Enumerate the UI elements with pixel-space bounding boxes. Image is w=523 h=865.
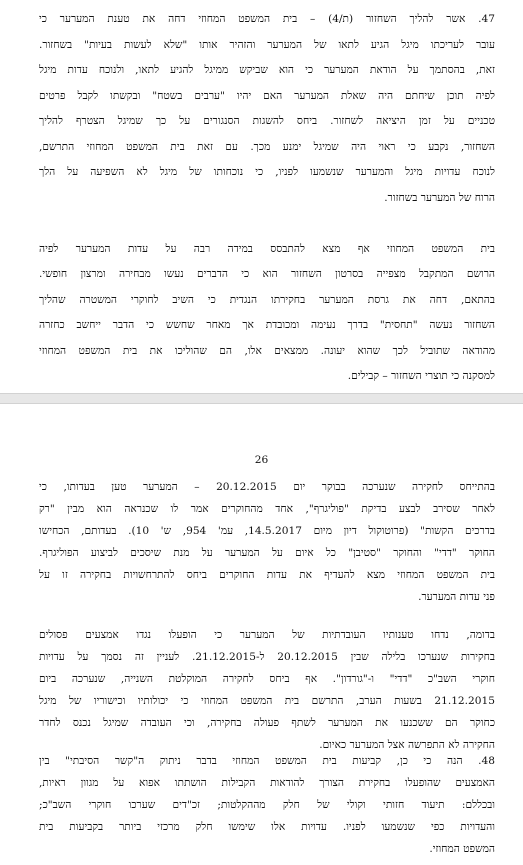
paragraph-line: החוקר "דדי" והחוקר "סטיבן" כל איום על המערער על מנת שיסכים לביצוע הפוליגרף. [39, 547, 495, 559]
page-number: 26 [254, 454, 269, 466]
paragraph-48-line: 48. הנה כי כן, קביעות בית המשפט המחוזי בדבר ניתוק ה"קשר הסיבתי" בין [39, 755, 495, 767]
paragraph-line: בית המשפט המחוזי אף מצא להתבסס במידה רבה על עדות המערער לפיה [39, 243, 495, 255]
paragraph-line: בדרכים הקשות" (פרוטוקול דיון מיום 14.5.2017, עמ' 954, ש' 10). בעדותם, הכחישו [39, 525, 495, 537]
page-separator [0, 393, 523, 404]
paragraph-line: השחזור נעשה "תחסית" בדרך נעימה ומכובדת אך מאחר שחשש כי הדבר ייחשב כחזרה [39, 319, 495, 331]
paragraph-48-line: המשפט המחוזי. [429, 843, 495, 855]
paragraph-48-line: ובכללם: תיעוד חזותי וקולי של חלק מההקלטות; זכ"דים שערכו חוקרי השב"כ; [39, 799, 495, 811]
paragraph-line: הרושם המתקבל מצפייה בסרטון השחזור הוא כי הדברים נעשו מבחירה ומרצון חופשי. [39, 268, 495, 280]
paragraph-47-line: לפיה תוכן שיחתם היה שאלת המערער האם יהיו "ערבים בשטח" ובקשתו לקבל פרטים [39, 90, 495, 102]
paragraph-line: חוקרי השב"כ "דדי" ו-"גורדון". אף ביחס לחקירה המוקלטת השנייה, שנערכה ביום [39, 673, 495, 685]
paragraph-line: לאחר שסירב לבצע בדיקת "פוליגרף", אחד מהחוקרים אמר לו שכנראה הוא מבין "רק [39, 503, 495, 515]
document-page-bottom [0, 404, 523, 865]
paragraph-47-line: זאת, בהסתמך על הודאת המערער כי הוא שביקש ממיגל להגיע לתאו, ולנוכח עדות מיגל [39, 64, 495, 76]
paragraph-48-line: והעדויות כפי שנשמעו לפניו. עדויות אלו שימשו חלק מרכזי ביותר בקביעות בית [39, 821, 495, 833]
paragraph-line: החקירה לא התפרשה אצל המערער כאיום. [319, 739, 495, 751]
document-page-top [0, 0, 523, 393]
paragraph-line: מהודאה שתוביל לכך שהוא יעונה. ממצאים אלו, הם שהוליכו את בית המשפט המחוזי [39, 345, 495, 357]
paragraph-line: כחוקר הם ששכנעו את המערער לשתף פעולה בחקירה, וכי העובדה שמיגל נכנס לחדר [39, 717, 495, 729]
paragraph-line: בדומה, נדחו טענותיו העובדתיות של המערער כי הופעלו נגדו אמצעים פסולים [39, 629, 495, 641]
paragraph-47-line: טכניים על זמן היציאה לשחזור. ביחס להשגות הסנגורים על כך שמיגל הצטרף להליך [39, 115, 495, 127]
paragraph-47-line: לנוכח עדויות מיגל והמערער שנשמעו לפניו, כי נוכחותו של מיגל לא השפיעה על הלך [39, 166, 495, 178]
paragraph-47-line: השחזור, נקבע כי ראוי היה שמיגל ימנע מכך. עם זאת בית המשפט המחוזי התרשם, [39, 141, 495, 153]
paragraph-line: בית המשפט המחוזי מצא להעדיף את עדות החוקרים ביחס להתרחשויות בחקירה זו על [39, 569, 495, 581]
paragraph-47-line: הרוח של המערער בשחזור. [384, 192, 495, 204]
paragraph-line: למסקנה כי תוצרי השחזור – קבילים. [347, 370, 495, 382]
paragraph-line: 21.12.2015 בשעות הערב, התרשם בית המשפט המחוזי כי יכולותיו וכישוריו של מיגל [39, 695, 495, 707]
paragraph-line: בהתייחס לחקירה שנערכה בבוקר יום 20.12.2015 – המערער טען בעדותו, כי [39, 481, 495, 493]
paragraph-47-line: 47. אשר להליך השחזור (ת/4) – בית המשפט המחוזי דחה את טענת המערער כי [39, 13, 495, 25]
paragraph-line: פני עדות המערער. [418, 591, 495, 603]
paragraph-line: בחקירות שנערכו בלילה שבין 20.12.2015 ל-21.12.2015. לעניין זה נסמך על עדויות [39, 651, 495, 663]
paragraph-line: בהתאם, דחה את גרסת המערער בחקירתו הנגדית כי השיב לחוקרי המשטרה שהליך [39, 294, 495, 306]
paragraph-48-line: האמצעים שהופעלו בחקירת הצורך להודאות הקבילות הושתתו אפוא על מגוון ראיות, [39, 777, 495, 789]
paragraph-47-line: עובר לעריכתו מיגל הגיע לתאו של המערער והזהיר אותו "שלא לעשות בעיות" בשחזור. [39, 39, 495, 51]
